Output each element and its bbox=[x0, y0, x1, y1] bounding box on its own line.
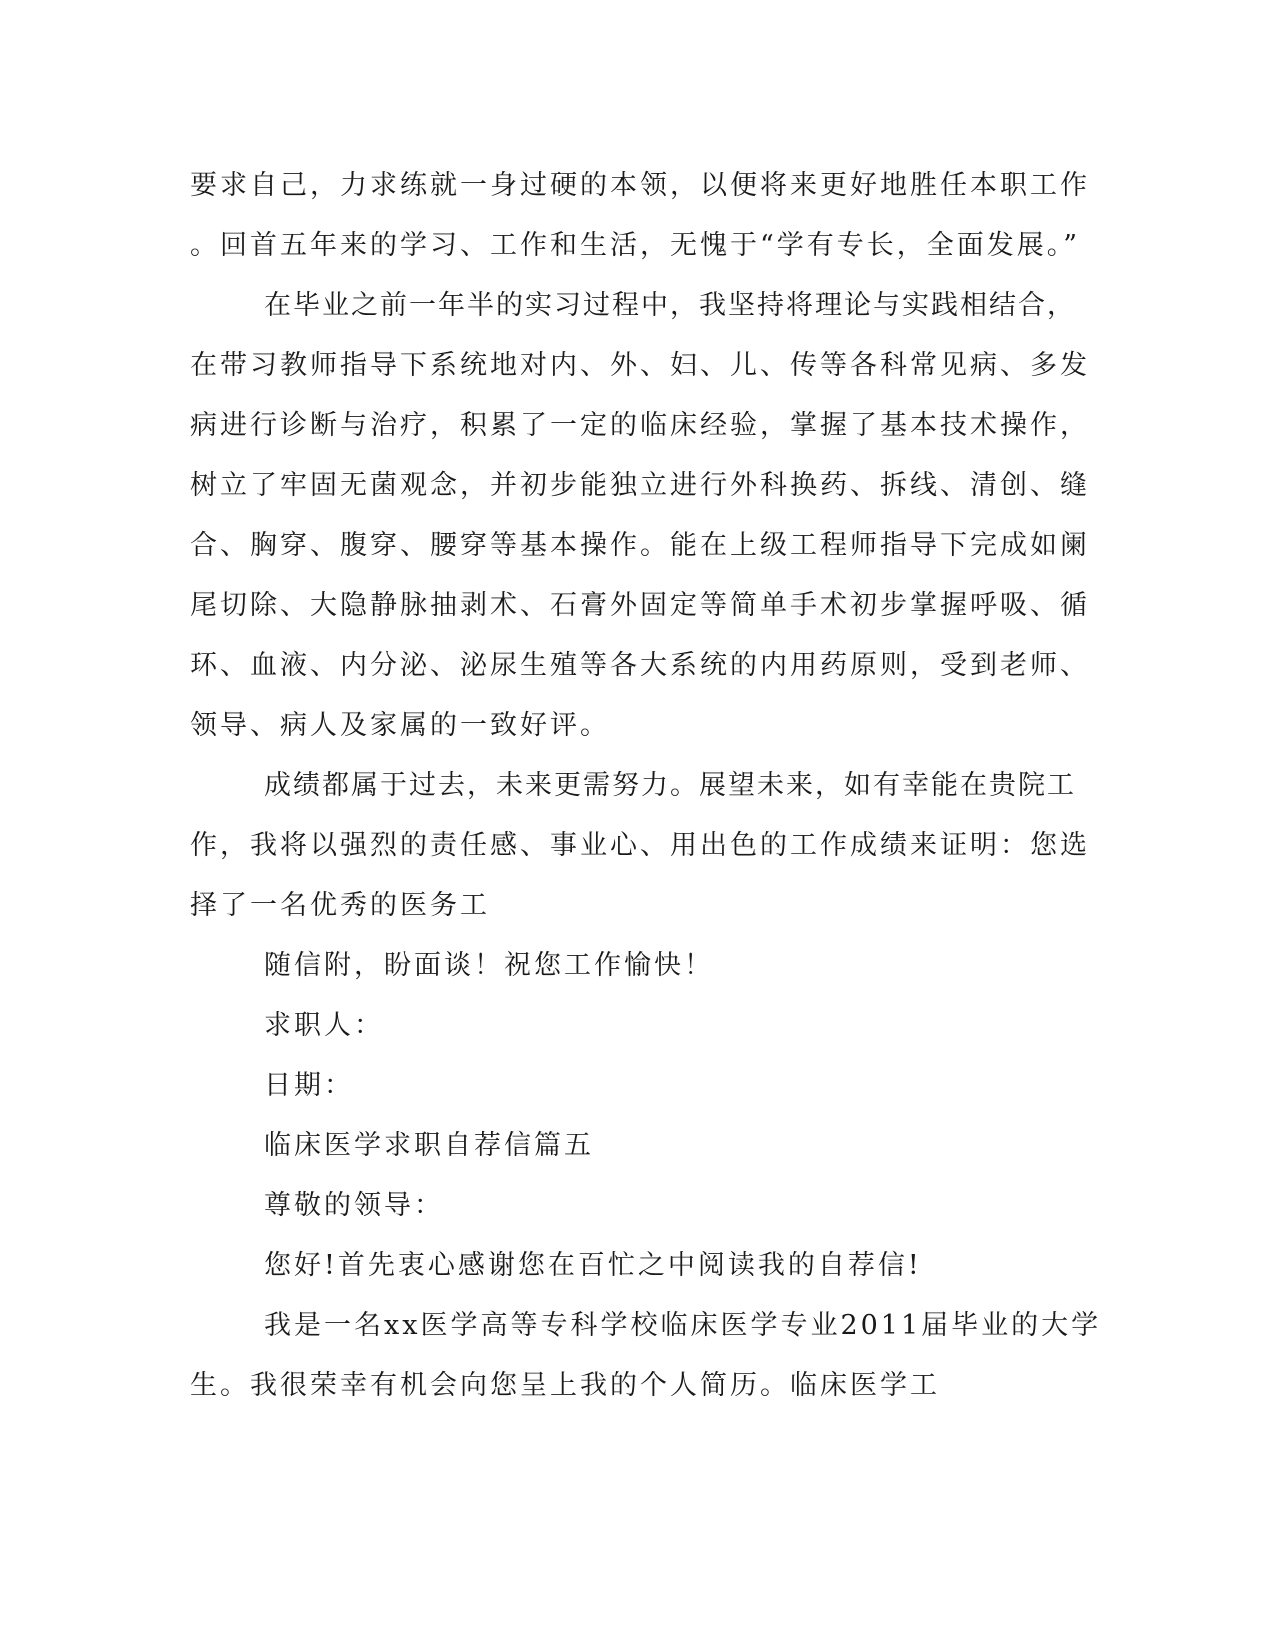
applicant-label: 求职人： bbox=[264, 1010, 384, 1041]
text-line: 作，我将以强烈的责任感、事业心、用出色的工作成绩来证明：您选 bbox=[190, 830, 1090, 861]
text-line: 合、胸穿、腹穿、腰穿等基本操作。能在上级工程师指导下完成如阑 bbox=[190, 530, 1090, 561]
text-line: 。回首五年来的学习、工作和生活，无愧于“学有专长，全面发展。” bbox=[190, 230, 1081, 261]
text-line: 生。我很荣幸有机会向您呈上我的个人简历。临床医学工 bbox=[190, 1370, 940, 1401]
text-line: 在带习教师指导下系统地对内、外、妇、儿、传等各科常见病、多发 bbox=[190, 350, 1090, 381]
text-line: 领导、病人及家属的一致好评。 bbox=[190, 710, 610, 741]
paragraph-start: 我是一名xx医学高等专科学校临床医学专业2011届毕业的大学 bbox=[264, 1310, 1102, 1341]
text-line: 病进行诊断与治疗，积累了一定的临床经验，掌握了基本技术操作， bbox=[190, 410, 1090, 441]
greeting-line: 您好!首先衷心感谢您在百忙之中阅读我的自荐信! bbox=[264, 1250, 922, 1281]
text-line: 环、血液、内分泌、泌尿生殖等各大系统的内用药原则，受到老师、 bbox=[190, 650, 1090, 681]
paragraph-start: 成绩都属于过去，未来更需努力。展望未来，如有幸能在贵院工 bbox=[264, 770, 1076, 801]
text-line: 尾切除、大隐静脉抽剥术、石膏外固定等简单手术初步掌握呼吸、循 bbox=[190, 590, 1090, 621]
text-line: 要求自己，力求练就一身过硬的本领，以便将来更好地胜任本职工作 bbox=[190, 170, 1090, 201]
salutation: 尊敬的领导： bbox=[264, 1190, 444, 1221]
text-line: 择了一名优秀的医务工 bbox=[190, 890, 490, 921]
closing-line: 随信附，盼面谈！祝您工作愉快！ bbox=[264, 950, 714, 981]
paragraph-start: 在毕业之前一年半的实习过程中，我坚持将理论与实践相结合， bbox=[264, 290, 1076, 321]
date-label: 日期： bbox=[264, 1070, 354, 1101]
section-title: 临床医学求职自荐信篇五 bbox=[264, 1130, 594, 1161]
text-line: 树立了牢固无菌观念，并初步能独立进行外科换药、拆线、清创、缝 bbox=[190, 470, 1090, 501]
